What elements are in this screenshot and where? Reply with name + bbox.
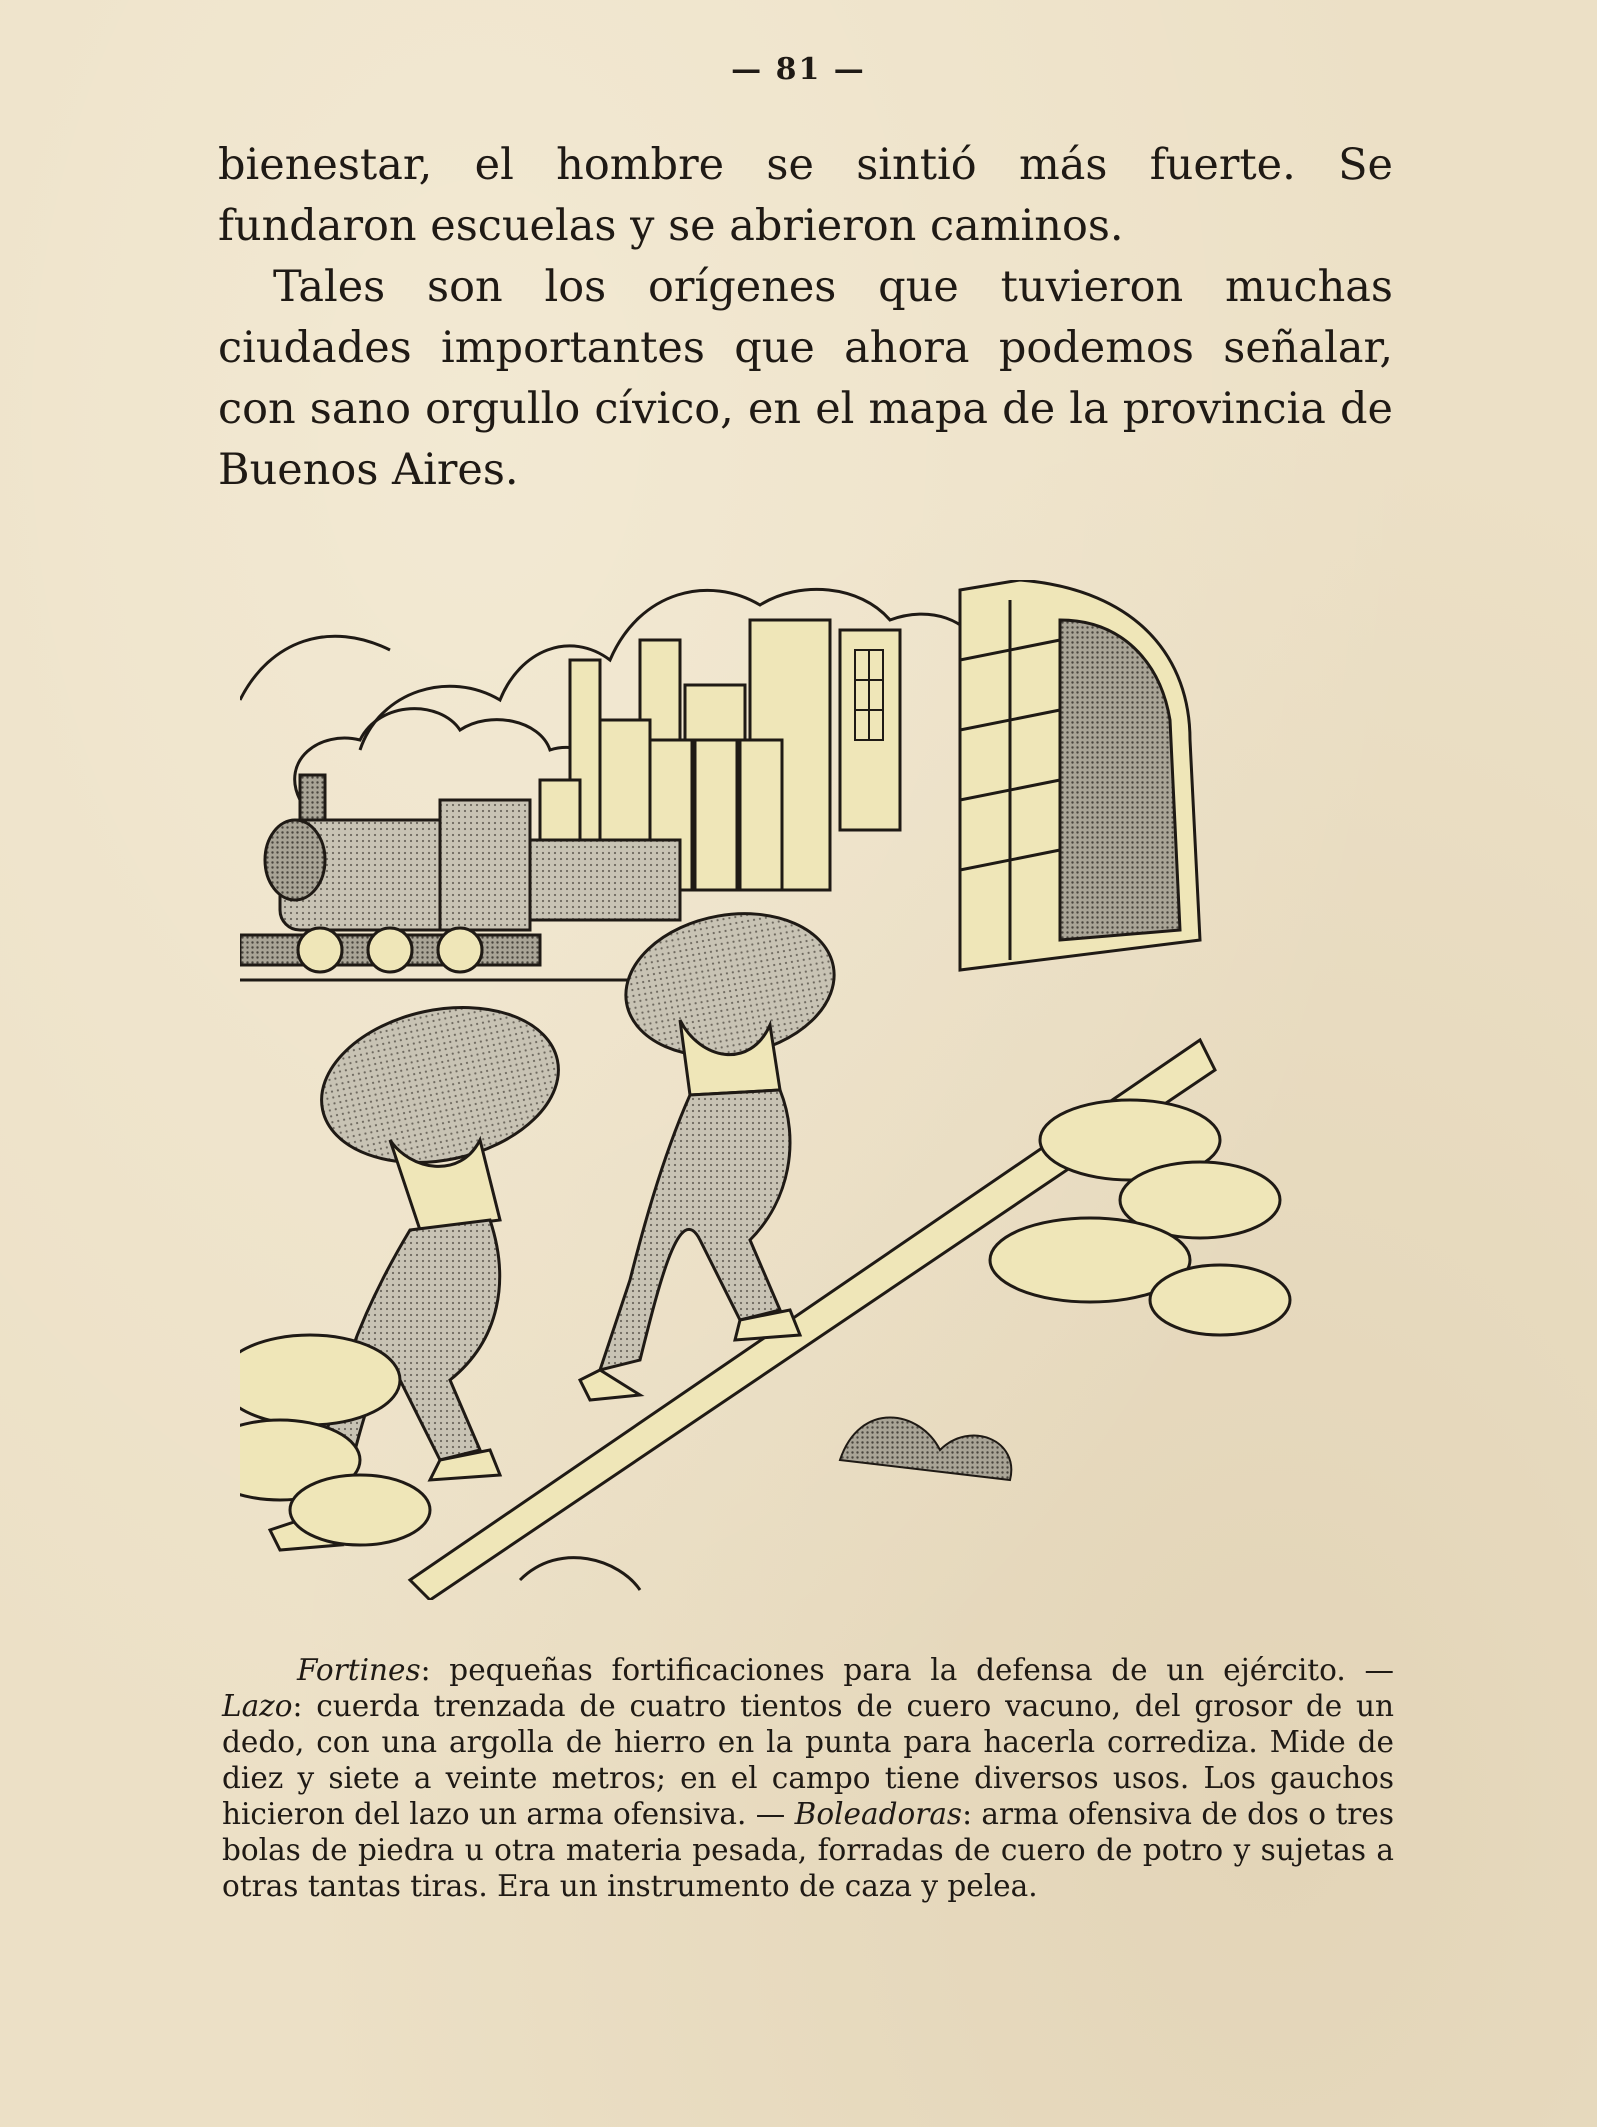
- warehouse: [960, 580, 1200, 970]
- term-lazo: Lazo: [222, 1689, 293, 1723]
- term-boleadoras: Boleadoras: [794, 1797, 963, 1831]
- page-number: — 81 —: [731, 52, 866, 87]
- def-boleadoras: : arma ofensiva de dos o tres bolas de piedra u otra materia pesada, forradas de cuero de potro y sujetas a otras tantas tiras. Era un instrumento de caza y pelea.: [222, 1797, 1395, 1903]
- def-fortines: : pequeñas fortificaciones para la defensa de un ejército. —: [420, 1653, 1394, 1687]
- illustration-workers-train: [240, 580, 1360, 1600]
- paragraph-1: bienestar, el hombre se sintió más fuerte. Se fundaron escuelas y se abrieron caminos.: [218, 140, 1393, 251]
- body-text: [218, 135, 1393, 501]
- sack-pile-right: [990, 1100, 1290, 1335]
- def-lazo: : cuerda trenzada de cuatro tientos de cuero vacuno, del grosor de un dedo, con una argolla de hierro en la punta para hacerla corrediza. Mide de diez y siete a veinte metros; en el campo tiene diversos usos. Los gauchos hicieron del lazo un arma ofensiva. —: [222, 1689, 1394, 1831]
- shrub: [840, 1418, 1011, 1481]
- paragraph-2: Tales son los orígenes que tuvieron muchas ciudades importantes que ahora podemos señalar, con sano orgullo cívico, en el mapa de la provincia de Buenos Aires.: [218, 262, 1393, 495]
- glossary-footnote: [222, 1652, 1394, 1904]
- term-fortines: Fortines: [297, 1653, 421, 1687]
